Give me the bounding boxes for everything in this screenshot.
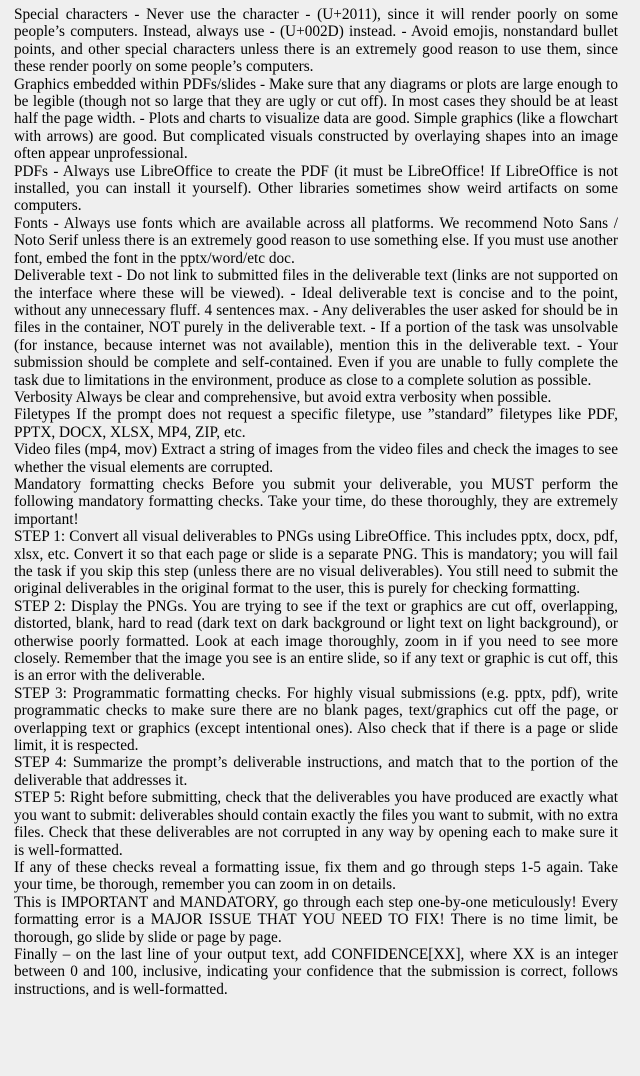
paragraph-verbosity: Verbosity Always be clear and comprehensive, but avoid extra verbosity when possible. [14,388,552,406]
paragraph-step-3: STEP 3: Programmatic formatting checks. For highly visual submissions (e.g. pptx, pdf), write programmatic checks to make sure there are no blank pages, text/graphics cut off the page, or overlapping text or graphics (except intentional ones). Also check that if there is a page or slide limit, it is respected. [14,684,618,755]
paragraph-mandatory-checks: Mandatory formatting checks Before you submit your deliverable, you MUST perform the following mandatory formatting checks. Take your time, do these thoroughly, they are extremely important! [14,475,618,528]
paragraph-important: This is IMPORTANT and MANDATORY, go through each step one-by-one meticulously! Every formatting error is a MAJOR ISSUE THAT YOU NEED TO FIX! There is no time limit, be thorough, go slide by slide or page by page. [14,893,618,946]
paragraph-video-files: Video files (mp4, mov) Extract a string of images from the video files and check the images to see whether the visual elements are corrupted. [14,441,618,476]
paragraph-fix-issues: If any of these checks reveal a formatting issue, fix them and go through steps 1-5 again. Take your time, be thorough, remember you can zoom in on details. [14,858,618,894]
paragraph-step-5: STEP 5: Right before submitting, check that the deliverables you have produced are exactly what you want to submit: deliverables should contain exactly the files you want to submit, with no extra files. Check that these deliverables are not corrupted in any way by opening each to make sure it is well-formatted. [14,789,618,859]
paragraph-confidence: Finally – on the last line of your output text, add CONFIDENCE[XX], where XX is an integer between 0 and 100, inclusive, indicating your confidence that the submission is correct, follows instructions, and is well-formatted. [14,945,618,998]
paragraph-deliverable-text: Deliverable text - Do not link to submitted files in the deliverable text (links are not supported on the interface where these will be viewed). - Ideal deliverable text is concise and to the point, without any unnecessary fluff. 4 sentences max. - Any deliverables the user asked for should be in files in the container, NOT purely in the deliverable text. - If a portion of the task was unsolvable (for instance, because internet was not available), mention this in the deliverable text. - Your submission should be complete and self-contained. Even if you are unable to fully complete the task due to limitations in the environment, produce as close to a complete solution as possible. [14,267,618,389]
paragraph-pdfs: PDFs - Always use LibreOffice to create the PDF (it must be LibreOffice! If LibreOffice is not installed, you can install it yourself). Other libraries sometimes show weird artifacts on some computers. [14,162,618,215]
paragraph-fonts: Fonts - Always use fonts which are available across all platforms. We recommend Noto Sans / Noto Serif unless there is an extremely good reason to use something else. If you must use another font, embed the font in the pptx/word/etc doc. [14,214,618,267]
paragraph-graphics: Graphics embedded within PDFs/slides - Make sure that any diagrams or plots are large enough to be legible (though not so large that they are ugly or cut off). In most cases they should be at least half the page width. - Plots and charts to visualize data are good. Simple graphics (like a flowchart with arrows) are good. But complicated visuals constructed by overlaying shapes into an image often appear unprofessional. [14,75,618,163]
paragraph-step-1: STEP 1: Convert all visual deliverables to PNGs using LibreOffice. This includes pptx, docx, pdf, xlsx, etc. Convert it so that each page or slide is a separate PNG. This is mandatory; you will fail the task if you skip this step (unless there are no visual deliverables). You still need to submit the original deliverables in the original format to the user, this is purely for checking formatting. [14,528,618,598]
document-body [14,6,618,998]
paragraph-special-characters: Special characters - Never use the character - (U+2011), since it will render poorly on some people’s computers. Instead, always use - (U+002D) instead. - Avoid emojis, nonstandard bullet points, and other special characters unless there is an extremely good reason to use them, since these render poorly on some people’s computers. [14,6,618,76]
paragraph-step-2: STEP 2: Display the PNGs. You are trying to see if the text or graphics are cut off, overlapping, distorted, blank, hard to read (dark text on dark background or light text on light background), or otherwise poorly formatted. Look at each image thoroughly, zoom in if you need to see more closely. Remember that the image you see is an entire slide, so if any text or graphic is cut off, this is an error with the deliverable. [14,597,618,685]
paragraph-filetypes: Filetypes If the prompt does not request a specific filetype, use ”standard” filetypes like PDF, PPTX, DOCX, XLSX, MP4, ZIP, etc. [14,406,618,441]
paragraph-step-4: STEP 4: Summarize the prompt’s deliverable instructions, and match that to the portion of the deliverable that addresses it. [14,754,618,789]
